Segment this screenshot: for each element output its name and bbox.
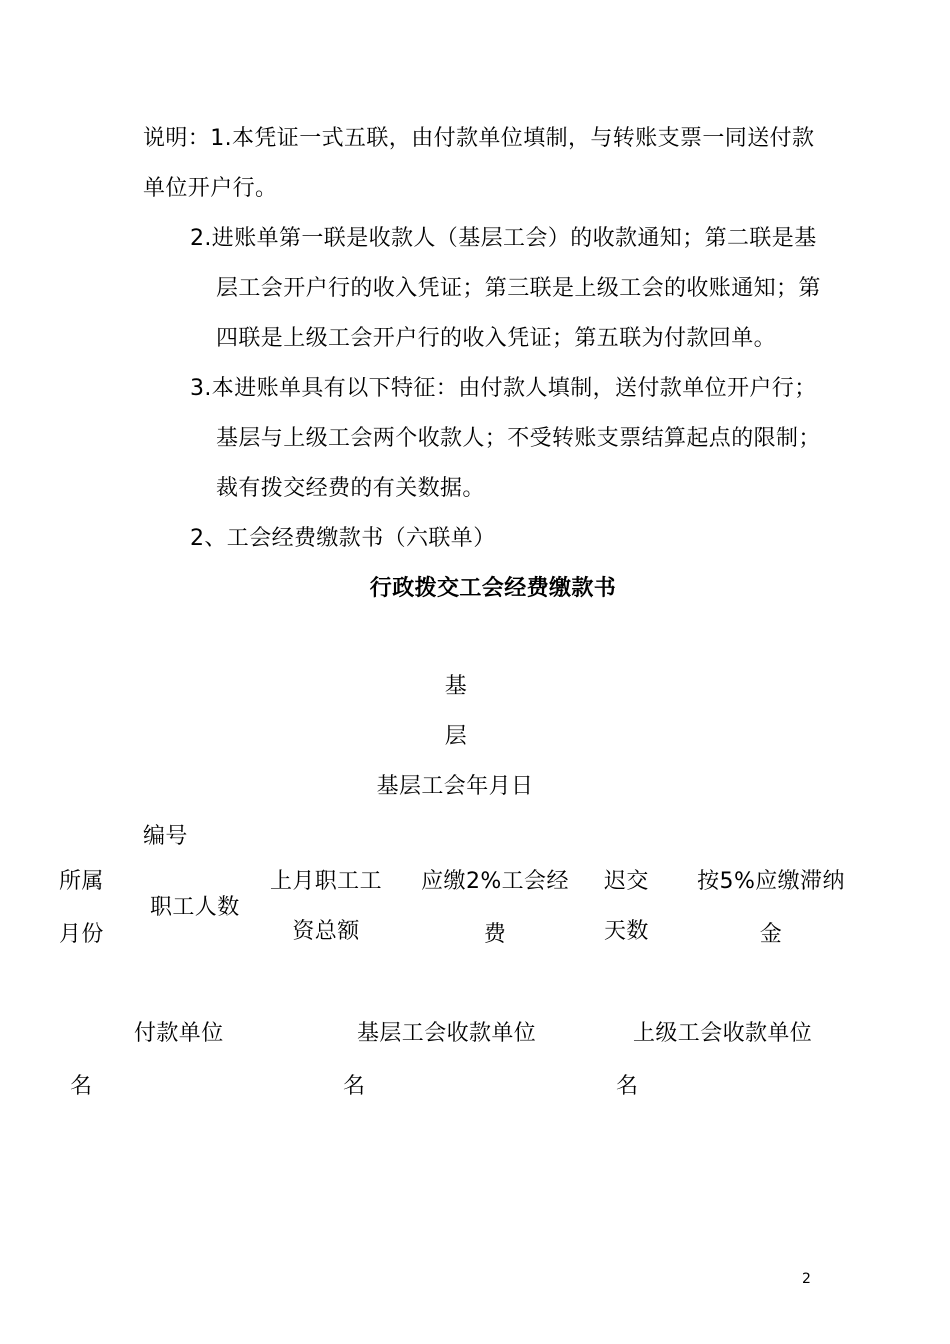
col-wages-line-1: 上月职工工 [269,869,382,894]
note-item-2-line-2: 层工会开户行的收入凭证；第三联是上级工会的收账通知；第 [216,276,821,301]
date-line: 基层工会年月日 [376,774,534,799]
superior-union-label: 上级工会收款单位 [633,1021,813,1046]
stamp-char-1: 基 [444,674,468,699]
col-wages-line-2: 资总额 [292,919,360,944]
col-headcount: 职工人数 [150,895,240,920]
number-label: 编号 [143,824,188,849]
note-item-2-line-3: 四联是上级工会开户行的收入凭证；第五联为付款回单。 [216,326,777,351]
col-fee-line-2: 费 [483,922,507,947]
col-penalty-line-2: 金 [759,922,783,947]
section-2-heading: 2、工会经费缴款书（六联单） [190,526,496,551]
col-days-line-2: 天数 [604,919,649,944]
note-line-1: 说明：1.本凭证一式五联，由付款单位填制，与转账支票一同送付款 [143,126,815,151]
superior-name-label: 名 [616,1074,639,1099]
form-title: 行政拨交工会经费缴款书 [369,576,617,601]
page-number: 2 [802,1271,812,1287]
col-month-line-2: 月份 [59,922,104,947]
col-fee-line-1: 应缴2%工会经 [421,869,569,894]
note-item-3-line-3: 裁有拨交经费的有关数据。 [216,476,485,501]
col-month-line-1: 所属 [59,869,104,894]
note-item-3-line-1: 3.本进账单具有以下特征：由付款人填制，送付款单位开户行； [190,376,817,401]
payer-name-label: 名 [70,1074,93,1099]
stamp-char-2: 层 [444,724,468,749]
payer-label: 付款单位 [134,1021,224,1046]
note-item-3-line-2: 基层与上级工会两个收款人；不受转账支票结算起点的限制； [216,426,821,451]
col-days-line-1: 迟交 [604,869,649,894]
grassroots-name-label: 名 [343,1074,366,1099]
grassroots-union-label: 基层工会收款单位 [357,1021,537,1046]
col-penalty-line-1: 按5%应缴滞纳 [697,869,845,894]
note-item-2-line-1: 2.进账单第一联是收款人（基层工会）的收款通知；第二联是基 [190,226,817,251]
note-line-2: 单位开户行。 [143,176,278,201]
